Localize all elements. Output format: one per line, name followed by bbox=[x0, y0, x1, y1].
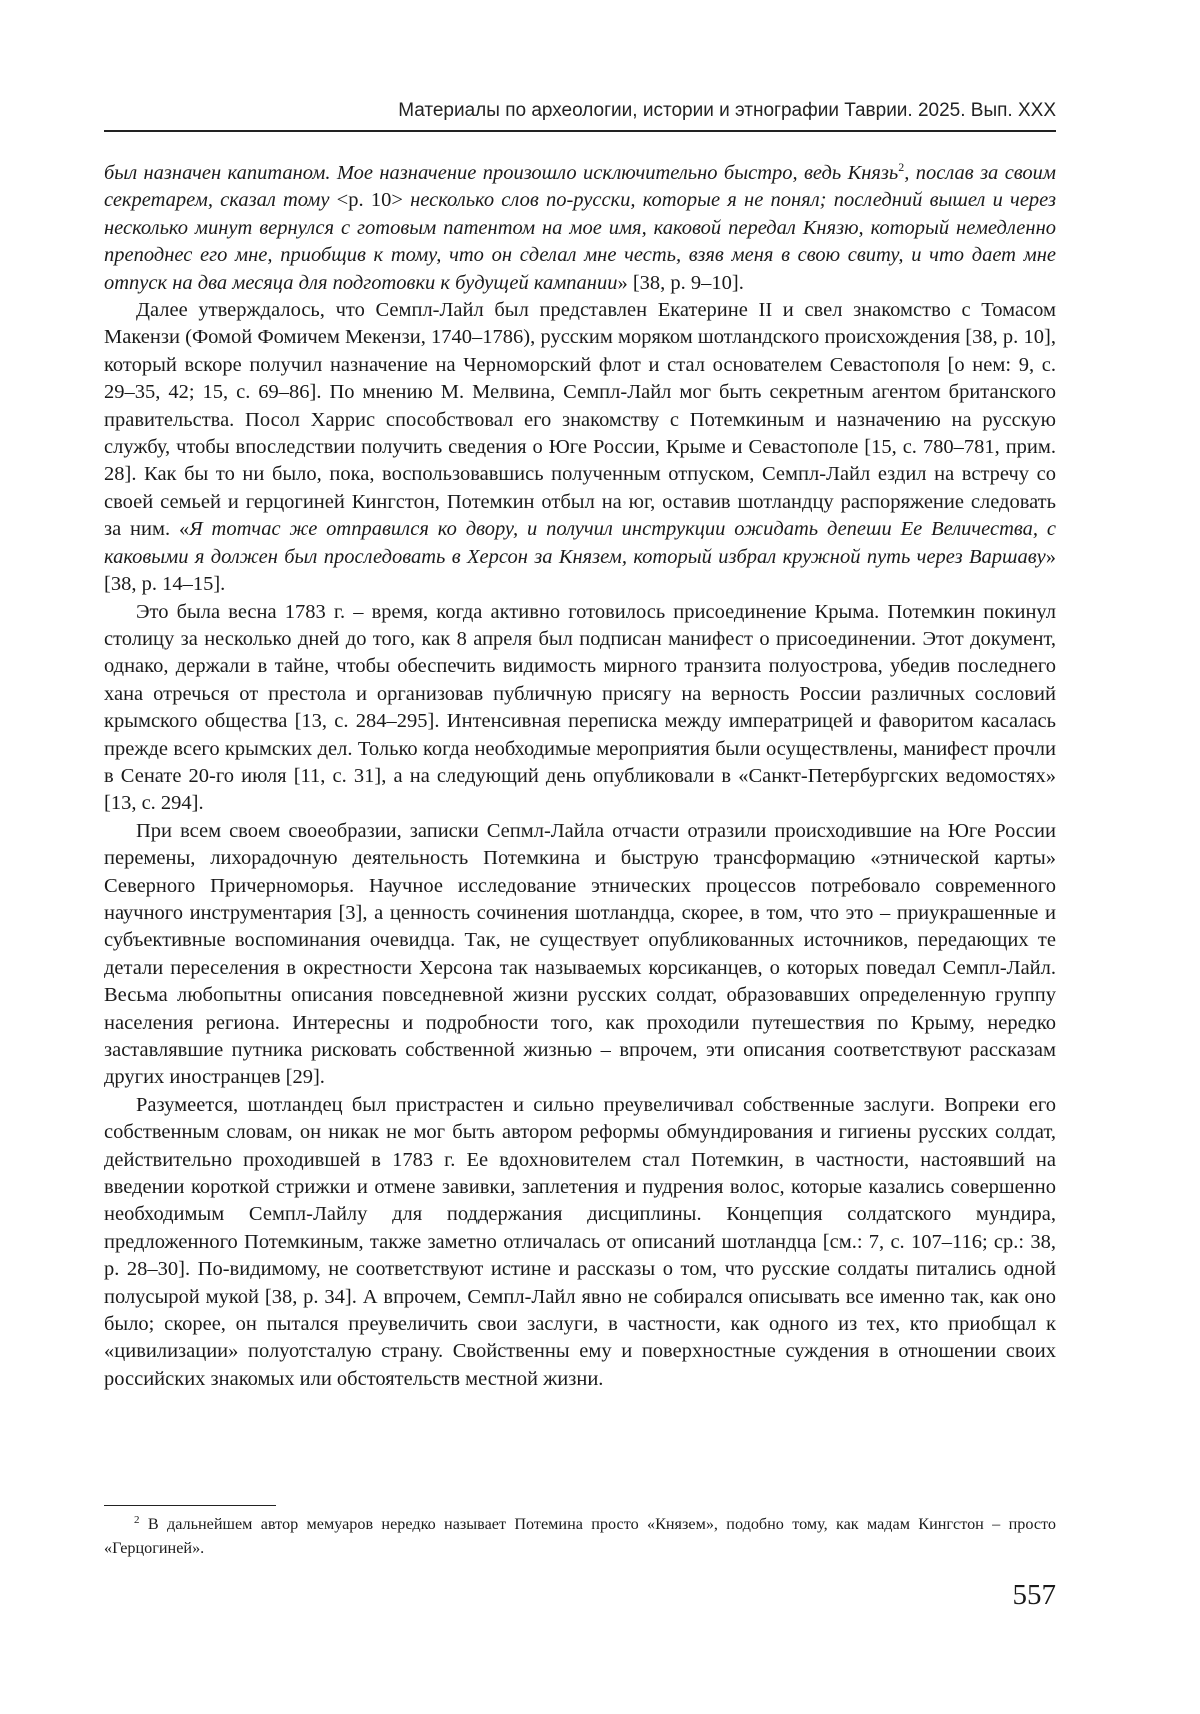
article-body bbox=[104, 160, 1056, 1393]
paragraph-quote-continuation bbox=[104, 160, 1056, 297]
footnote bbox=[104, 1512, 1056, 1560]
paragraph: Разумеется, шотландец был пристрастен и сильно преувеличивал собственные заслуги. Вопреки его собственным словам, он никак не мог быть автором реформы обмундирования и гигиены русских солдат, действительно проходившей в 1783 г. Ее вдохновителем стал Потемкин, в частности, настоявший на введении короткой стрижки и отмене завивки, заплетения и пудрения волос, которые казались совершенно необходимым Семпл-Лайлу для поддержания дисциплины. Концепция солдатского мундира, предложенного Потемкиным, также заметно отличалась от описаний шотландца [см.: 7, с. 107–116; ср.: 38, p. 28–30]. По-видимому, не соответствуют истине и рассказы о том, что русские солдаты питались одной полусырой мукой [38, p. 34]. А впрочем, Семпл-Лайл явно не собирался описывать все именно так, как оно было; скорее, он пытался преувеличить свои заслуги, в частности, как одного из тех, кто приобщал к «цивилизации» полуотсталую страну. Свойственны ему и поверхностные суждения в отношении своих российских знакомых или обстоятельств местной жизни. bbox=[104, 1093, 1056, 1390]
quote-italic: несколько слов по-русски, которые я не понял; последний вышел и через несколько минут вернулся с готовым патентом на мое имя, каковой передал Князю, который немедленно преподнес его мне, приобщив к тому, что он сделал мне честь, взяв меня в свою свиту, и что дает мне отпуск на два месяца для подготовки к будущей кампании bbox=[104, 189, 1057, 294]
running-head: Материалы по археологии, истории и этнографии Таврии. 2025. Вып. XXX bbox=[398, 100, 1056, 121]
paragraph: Это была весна 1783 г. – время, когда активно готовилось присоединение Крыма. Потемкин покинул столицу за несколько дней до того, как 8 апреля был подписан манифест о присоединении. Этот документ, однако, держали в тайне, чтобы обеспечить видимость мирного транзита полуострова, убедив последнего хана отречься от престола и организовав публичную присягу на верность России различных сословий крымского общества [13, с. 284–295]. Интенсивная переписка между императрицей и фаворитом касалась прежде всего крымских дел. Только когда необходимые мероприятия были осуществлены, манифест прочли в Сенате 20-го июля [11, с. 31], а на следующий день опубликовали в «Санкт-Петербургских ведомостях» [13, с. 294]. bbox=[104, 600, 1056, 815]
header-rule bbox=[104, 130, 1056, 132]
paragraph bbox=[104, 297, 1056, 598]
citation: » [38, p. 9–10]. bbox=[617, 271, 744, 294]
page-marker: <p. 10> bbox=[336, 189, 403, 212]
citation: » [38, p. 14–15]. bbox=[104, 545, 1056, 596]
footnote-rule bbox=[104, 1505, 276, 1506]
quote-italic: был назначен капитаном. Мое назначение произошло исключительно быстро, ведь Князь bbox=[104, 162, 899, 184]
quote-italic: , послав за своим секретарем, сказал тому bbox=[104, 162, 1056, 212]
paragraph-text: Далее утверждалось, что Семпл-Лайл был представлен Екатерине II и свел знакомство с Томасом Макензи (Фомой Фомичем Мекензи, 1740–1786), русским моряком шотландского происхождения [38, p. 10], который вскоре получил назначение на Черноморский флот и стал основателем Севастополя [о нем: 9, с. 29–35, 42; 15, с. 69–86]. По мнению М. Мелвина, Семпл-Лайл мог быть секретным агентом британского правительства. Посол Харрис способствовал его знакомству с Потемкиным и назначению на русскую службу, чтобы впоследствии получить сведения о Юге России, Крыме и Севастополе [15, с. 780–781, прим. 28]. Как бы то ни было, пока, воспользовавшись полученным отпуском, Семпл-Лайл ездил на встречу со своей семьей и герцогиней Кингстон, Потемкин отбыл на юг, оставив шотландцу распоряжение следовать за ним. « bbox=[104, 299, 1056, 541]
footnote-ref: 2 bbox=[898, 160, 905, 175]
footnote-text: В дальнейшем автор мемуаров нередко называет Потемина просто «Князем», подобно тому, как мадам Кингстон – просто «Герцогиней». bbox=[104, 1515, 1056, 1557]
paragraph: При всем своем своеобразии, записки Сепмл-Лайла отчасти отразили происходившие на Юге России перемены, лихорадочную деятельность Потемкина и быструю трансформацию «этнической карты» Северного Причерноморья. Научное исследование этнических процессов потребовало современного научного инструментария [3], а ценность сочинения шотландца, скорее, в том, что это – приукрашенные и субъективные воспоминания очевидца. Так, не существует опубликованных источников, передающих те детали переселения в окрестности Херсона так называемых корсиканцев, о которых поведал Семпл-Лайл. Весьма любопытны описания повседневной жизни русских солдат, образовавших определенную группу населения региона. Интересны и подробности того, как проходили путешествия по Крыму, нередко заставлявшие путника рисковать собственной жизнью – впрочем, эти описания соответствуют рассказам других иностранцев [29]. bbox=[104, 819, 1056, 1089]
footnote-mark: 2 bbox=[134, 1513, 140, 1526]
quote-italic: Я тотчас же отправился ко двору, и получил инструкции ожидать депеши Ее Величества, с каковыми я должен был проследовать в Херсон за Князем, который избрал кружной путь через Варшаву bbox=[104, 518, 1056, 568]
page-number: 557 bbox=[1012, 1579, 1056, 1611]
